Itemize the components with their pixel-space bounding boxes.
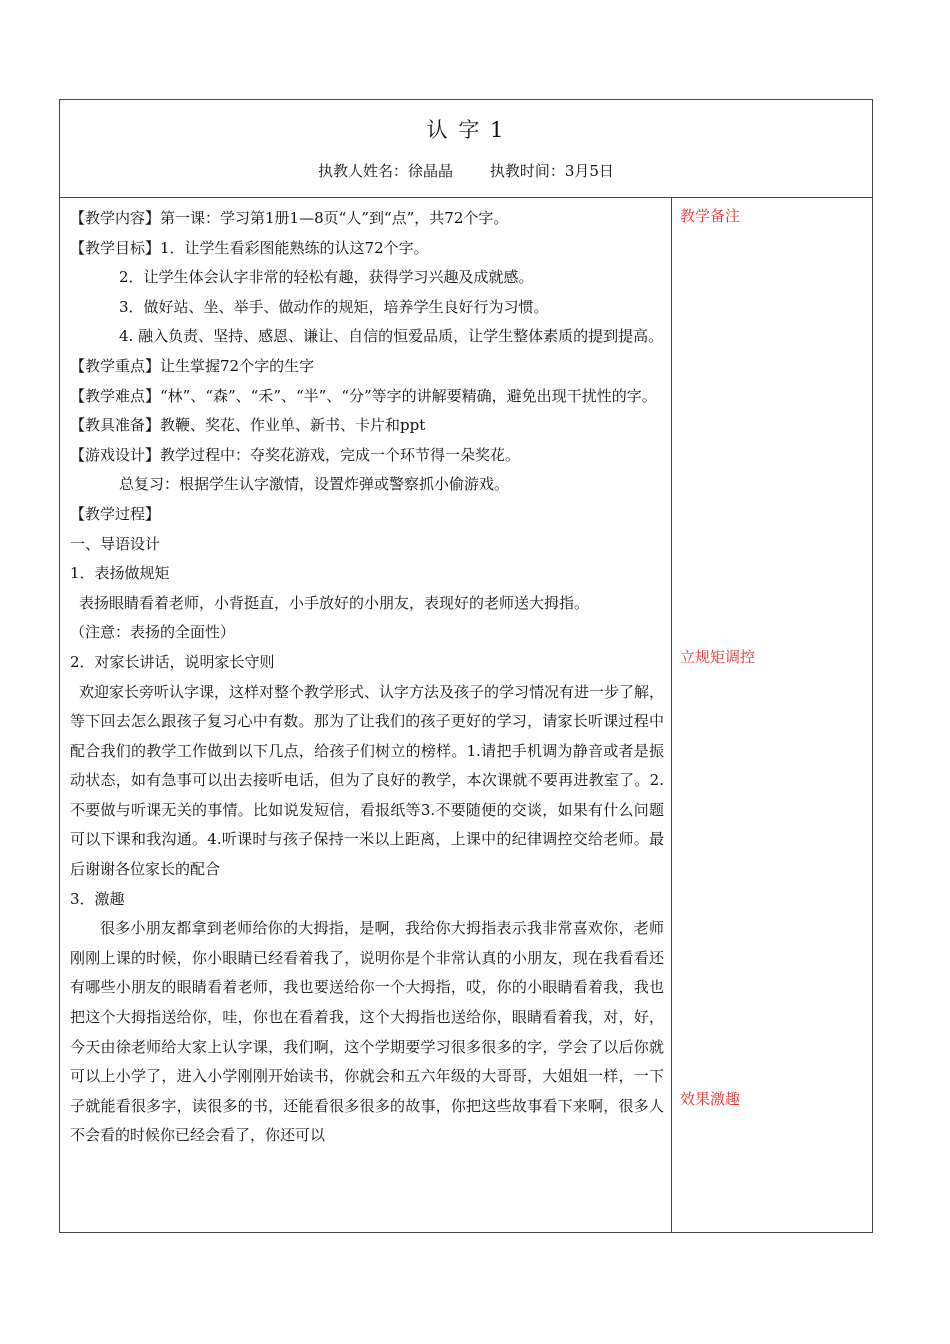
content-line: 2．让学生体会认字非常的轻松有趣，获得学习兴趣及成就感。: [119, 268, 534, 287]
column-divider: [671, 198, 672, 1233]
teacher-name: 执教人姓名：徐晶晶: [318, 162, 454, 180]
lesson-meta: [60, 160, 872, 181]
content-line: 【教学重点】让生掌握72个字的生字: [70, 356, 315, 375]
content-paragraph: 很多小朋友都拿到老师给你的大拇指，是啊，我给你大拇指表示我非常喜欢你，老师刚刚上课的时候，你小眼睛已经看着我了，说明你是个非常认真的小朋友，现在我看看还有哪些小朋友的眼睛看着老师，我也要送给你一个大拇指，哎，你的小眼睛看着我，我也把这个大拇指送给你，哇，你也在看着我，这个大拇指也送给你，眼睛看着我，对，好，今天由徐老师给大家上认字课，我们啊，这个学期要学习很多很多的字，学会了以后你就可以上小学了，进入小学刚刚开始读书，你就会和五六年级的大哥哥，大姐姐一样，一下子就能看很多字，读很多的书，还能看很多很多的故事，你把这些故事看下来啊，很多人不会看的时候你已经会看了，你还可以: [70, 919, 664, 1145]
lesson-date: 执教时间：3月5日: [489, 162, 614, 180]
content-line: 3．做好站、坐、举手、做动作的规矩，培养学生良好行为习惯。: [119, 297, 549, 316]
content-line: 表扬眼睛看着老师，小背挺直，小手放好的小朋友，表现好的老师送大拇指。: [79, 593, 590, 612]
content-line: 4. 融入负责、坚持、感恩、谦让、自信的恒爱品质，让学生整体素质的提到提高。: [119, 327, 664, 346]
content-line: 总复习：根据学生认字激情，设置炸弹或警察抓小偷游戏。: [119, 475, 510, 494]
content-line: （注意：表扬的全面性）: [70, 623, 236, 642]
lesson-content: [70, 204, 664, 1151]
content-line: 【教学内容】第一课：学习第1册1—8页“人”到“点”，共72个字。: [70, 209, 509, 227]
page-title: 认 字 1: [426, 118, 506, 142]
table-header: [60, 100, 872, 198]
content-line: 【游戏设计】教学过程中：夺奖花游戏，完成一个环节得一朵奖花。: [70, 445, 521, 464]
content-paragraph: 欢迎家长旁听认字课，这样对整个教学形式、认字方法及孩子的学习情况有进一步了解，等下回去怎么跟孩子复习心中有数。那为了让我们的孩子更好的学习，请家长听课过程中配合我们的教学工作做到以下几点，给孩子们树立的榜样。1.请把手机调为静音或者是振动状态，如有急事可以出去接听电话，但为了良好的教学，本次课就不要再进教室了。2.不要做与听课无关的事情。比如说发短信，看报纸等3.不要随便的交谈，如果有什么问题可以下课和我沟通。4.听课时与孩子保持一米以上距离，上课中的纪律调控交给老师。最后谢谢各位家长的配合: [70, 682, 665, 879]
note-teaching-remarks: 教学备注: [680, 207, 741, 225]
content-line: 一、导语设计: [70, 534, 161, 553]
note-interest: 效果激趣: [680, 1090, 741, 1108]
note-rules-control: 立规矩调控: [680, 648, 756, 666]
content-line: 【教学过程】: [70, 504, 161, 523]
lesson-plan-table: [59, 99, 873, 1233]
content-line: 2．对家长讲话，说明家长守则: [70, 652, 275, 671]
content-line: 【教具准备】教鞭、奖花、作业单、新书、卡片和ppt: [70, 416, 426, 435]
content-line: 1．表扬做规矩: [70, 564, 170, 583]
content-line: 【教学难点】“林”、“森”、“禾”、“半”、“分”等字的讲解要精确，避免出现干扰性的字。: [70, 386, 657, 405]
content-line: 【教学目标】1．让学生看彩图能熟练的认这72个字。: [70, 238, 429, 257]
content-line: 3．激趣: [70, 889, 125, 908]
